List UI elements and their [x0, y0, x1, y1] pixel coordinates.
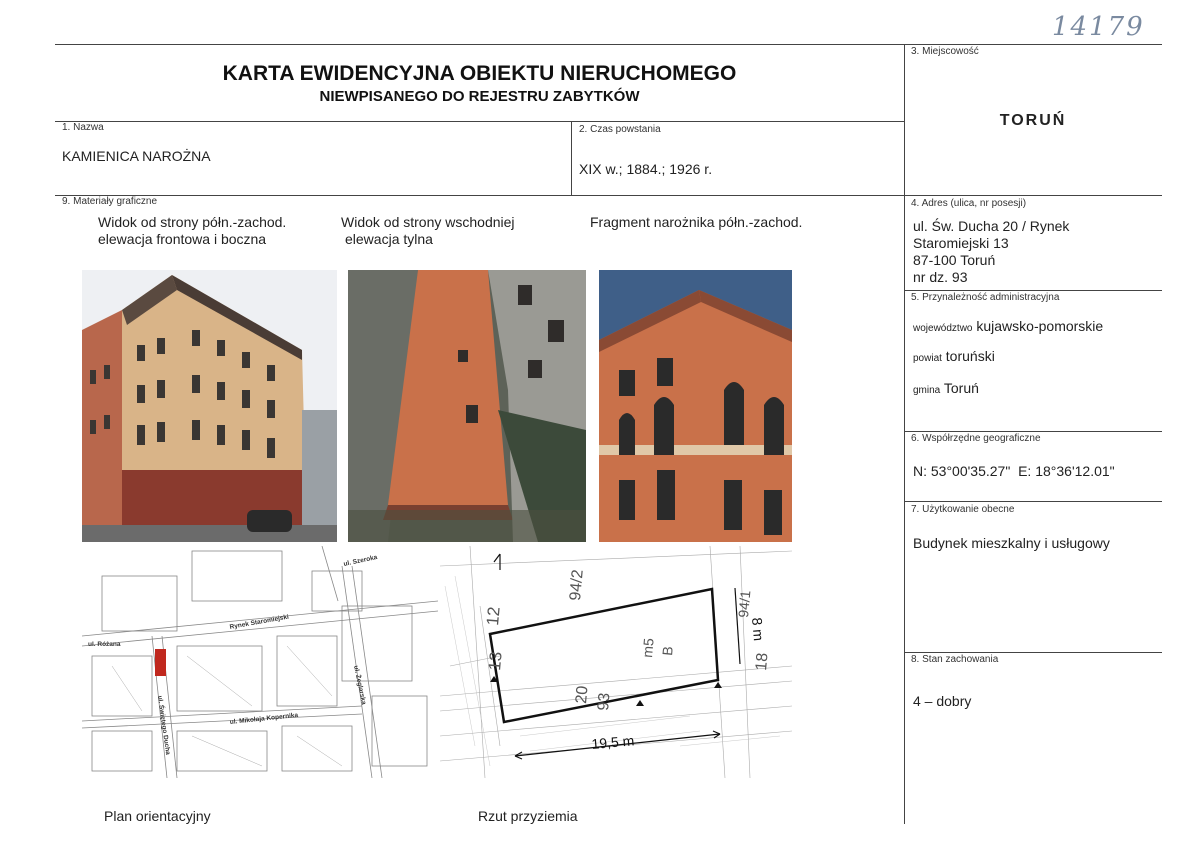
field1-label: 1. Nazwa: [62, 122, 104, 133]
row2-divider: [55, 195, 1162, 196]
plan-parcel-top-left: 12: [483, 605, 504, 627]
caption-photo2: [341, 214, 515, 248]
map-label-zeglarska: ul. Żeglarska: [352, 664, 368, 706]
caption-photo3: [590, 214, 802, 231]
field3-value: TORUŃ: [999, 112, 1067, 129]
powiat-value: toruński: [945, 348, 995, 364]
photo-northwest-view: [82, 270, 337, 542]
caption-line: Fragment narożnika półn.-zachod.: [590, 214, 803, 230]
map-label-rozana: ul. Różana: [88, 641, 121, 648]
field4-label: 4. Adres (ulica, nr posesji): [911, 198, 1027, 209]
field7-divider: [904, 501, 1162, 502]
wojewodztwo-value: kujawsko-pomorskie: [976, 318, 1104, 334]
field8-value: 4 – dobry: [913, 693, 972, 709]
field3-label: 3. Miejscowość: [911, 46, 979, 57]
field8-label: 8. Stan zachowania: [911, 654, 999, 665]
map-label-kopernika: ul. Mikołaja Kopernika: [229, 711, 299, 726]
address-line: Staromiejski 13: [913, 235, 1009, 251]
caption-photo1: [98, 214, 286, 248]
field6-divider: [904, 431, 1162, 432]
field2-value: XIX w.; 1884.; 1926 r.: [579, 161, 713, 177]
plan-neighbor-plot: 20: [573, 685, 592, 705]
plan-parcel-number: 93: [595, 692, 614, 712]
plan-building-letter: B: [659, 645, 676, 657]
field7-value: Budynek mieszkalny i usługowy: [913, 535, 1110, 551]
caption-line: elewacja frontowa i boczna: [98, 231, 267, 247]
map-label-szeroka: ul. Szeroka: [342, 553, 378, 568]
plan-dimension-depth: 8 m: [749, 616, 767, 642]
card-subtitle: NIEWPISANEGO DO REJESTRU ZABYTKÓW: [319, 88, 640, 105]
right-column-divider: [904, 44, 905, 824]
plan-caption: Rzut przyziemia: [478, 808, 578, 824]
caption-line: Widok od strony półn.-zachod.: [98, 214, 287, 230]
gmina-prefix: gmina: [913, 385, 941, 396]
field5-powiat: [913, 348, 995, 364]
wojewodztwo-prefix: województwo: [913, 323, 973, 334]
caption-line: Widok od strony wschodniej: [341, 214, 515, 230]
gmina-value: Toruń: [943, 380, 979, 396]
title-divider: [55, 121, 904, 122]
field5-label: 5. Przynależność administracyjna: [911, 292, 1060, 303]
photo-east-view: [348, 270, 586, 542]
photo-corner-fragment: [599, 270, 792, 542]
field7-label: 7. Użytkowanie obecne: [911, 504, 1015, 515]
plan-parcel-top: 94/2: [567, 568, 587, 602]
plan-parcel-top-right: 94/1: [735, 589, 754, 619]
address-line: ul. Św. Ducha 20 / Rynek: [913, 218, 1070, 234]
map-label-rynek: Rynek Staromiejski: [229, 613, 290, 631]
plan-building-code: m5: [639, 637, 657, 659]
caption-line: elewacja tylna: [345, 231, 433, 247]
plan-parcel-right: 18: [753, 652, 772, 672]
building-marker: [155, 649, 166, 676]
field5-divider: [904, 290, 1162, 291]
powiat-prefix: powiat: [913, 353, 942, 364]
field5-wojewodztwo: [913, 318, 1103, 334]
ground-floor-plan: [440, 546, 792, 778]
map-caption: Plan orientacyjny: [104, 808, 211, 824]
field4-address: [913, 218, 1069, 286]
name-date-divider: [571, 121, 572, 195]
plan-parcel-left: 13: [485, 650, 506, 672]
orientation-map: [82, 546, 438, 778]
card-title: KARTA EWIDENCYJNA OBIEKTU NIERUCHOMEGO: [222, 62, 737, 85]
field9-label: 9. Materiały graficzne: [62, 196, 158, 207]
field8-divider: [904, 652, 1162, 653]
top-border: [55, 44, 1162, 45]
plan-dimension-width: 19,5 m: [590, 732, 635, 752]
address-line: nr dz. 93: [913, 269, 968, 285]
field2-label: 2. Czas powstania: [579, 124, 661, 135]
address-line: 87-100 Toruń: [913, 252, 996, 268]
field5-gmina: [913, 380, 979, 396]
handwritten-number: 14179: [1052, 12, 1145, 42]
field6-value: N: 53°00'35.27" E: 18°36'12.01": [913, 463, 1115, 479]
field1-value: KAMIENICA NAROŻNA: [62, 148, 211, 164]
map-label-ducha: ul. Świętego Ducha: [156, 695, 172, 756]
field6-label: 6. Współrzędne geograficzne: [911, 433, 1041, 444]
